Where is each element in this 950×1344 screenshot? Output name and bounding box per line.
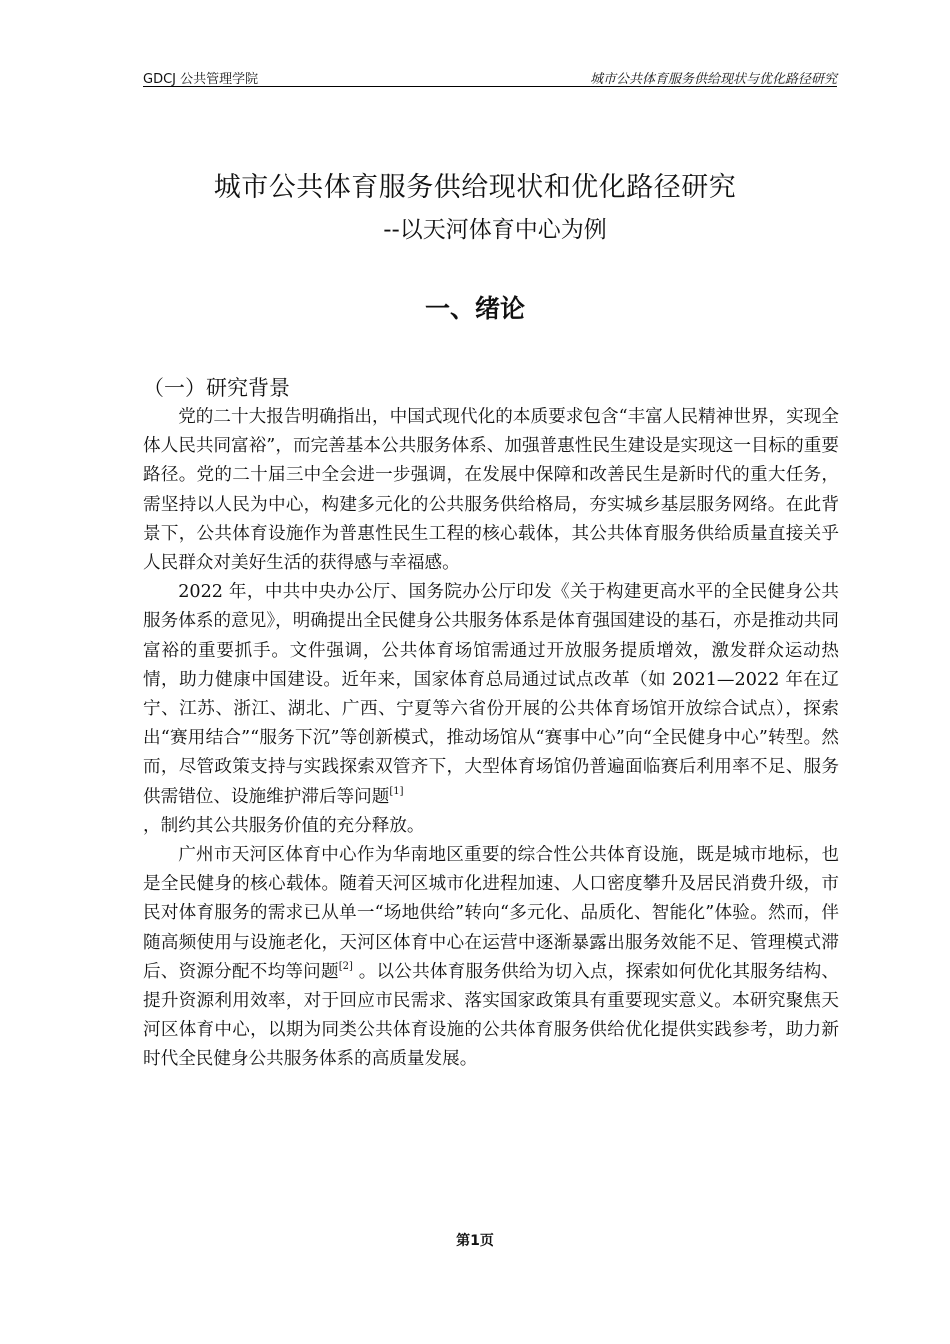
chapter-heading: 一、绪论	[424, 294, 525, 323]
document-title: 城市公共体育服务供给现状和优化路径研究	[213, 172, 737, 203]
paragraph-2-tail: ，制约其公共服务价值的充分释放。	[143, 815, 425, 836]
citation-1: [1]	[389, 785, 404, 797]
section-heading: （一）研究背景	[143, 376, 290, 400]
paragraph-2-text: 2022 年，中共中央办公厅、国务院办公厅印发《关于构建更高水平的全民健身公共服务体系的意见》，明确提出全民健身公共服务体系是体育强国建设的基石，亦是推动共同富裕的重要抓手。文件强调，公共体育场馆需通过开放服务提质增效，激发群众运动热情，助力健康中国建设。近年来，国家体育总局通过试点改革（如 2021—2022 年在辽宁、江苏、浙江、湖北、广西、宁夏等六省份开展的公共体育场馆开放综合试点），探索出“赛用结合”“服务下沉”等创新模式，推动场馆从“赛事中心”向“全民健身中心”转型。然而，尽管政策支持与实践探索双管齐下，大型体育场馆仍普遍面临赛后利用率不足、服务供需错位、设施维护滞后等问题	[143, 582, 839, 807]
paragraph-2	[143, 578, 839, 841]
paragraph-3-text: 广州市天河区体育中心作为华南地区重要的综合性公共体育设施，既是城市地标，也是全民健身的核心载体。随着天河区城市化进程加速、人口密度攀升及居民消费升级，市民对体育服务的需求已从单一“场地供给”转向“多元化、品质化、智能化”体验。然而，伴随高频使用与设施老化，天河区体育中心在运营中逐渐暴露出服务效能不足、管理模式滞后、资源分配不均等问题	[143, 845, 839, 982]
body-text	[143, 403, 839, 1075]
paragraph-3-tail: 。以公共体育服务供给为切入点，探索如何优化其服务结构、提升资源利用效率，对于回应市民需求、落实国家政策具有重要现实意义。本研究聚焦天河区体育中心，以期为同类公共体育设施的公共体育服务供给优化提供实践参考，助力新时代全民健身公共服务体系的高质量发展。	[143, 961, 839, 1070]
header-running-title: 城市公共体育服务供给现状与优化路径研究	[589, 72, 837, 87]
paragraph-3	[143, 841, 839, 1075]
page-header	[143, 66, 837, 87]
citation-2: [2]	[338, 960, 353, 972]
header-institution: GDCJ 公共管理学院	[143, 72, 259, 87]
page-number: 第1页	[456, 1233, 494, 1249]
document-subtitle: --以天河体育中心为例	[383, 217, 607, 243]
paragraph-1: 党的二十大报告明确指出，中国式现代化的本质要求包含“丰富人民精神世界，实现全体人民共同富裕”，而完善基本公共服务体系、加强普惠性民生建设是实现这一目标的重要路径。党的二十届三中全会进一步强调，在发展中保障和改善民生是新时代的重大任务，需坚持以人民为中心，构建多元化的公共服务供给格局，夯实城乡基层服务网络。在此背景下，公共体育设施作为普惠性民生工程的核心载体，其公共体育服务供给质量直接关乎人民群众对美好生活的获得感与幸福感。	[143, 407, 839, 574]
